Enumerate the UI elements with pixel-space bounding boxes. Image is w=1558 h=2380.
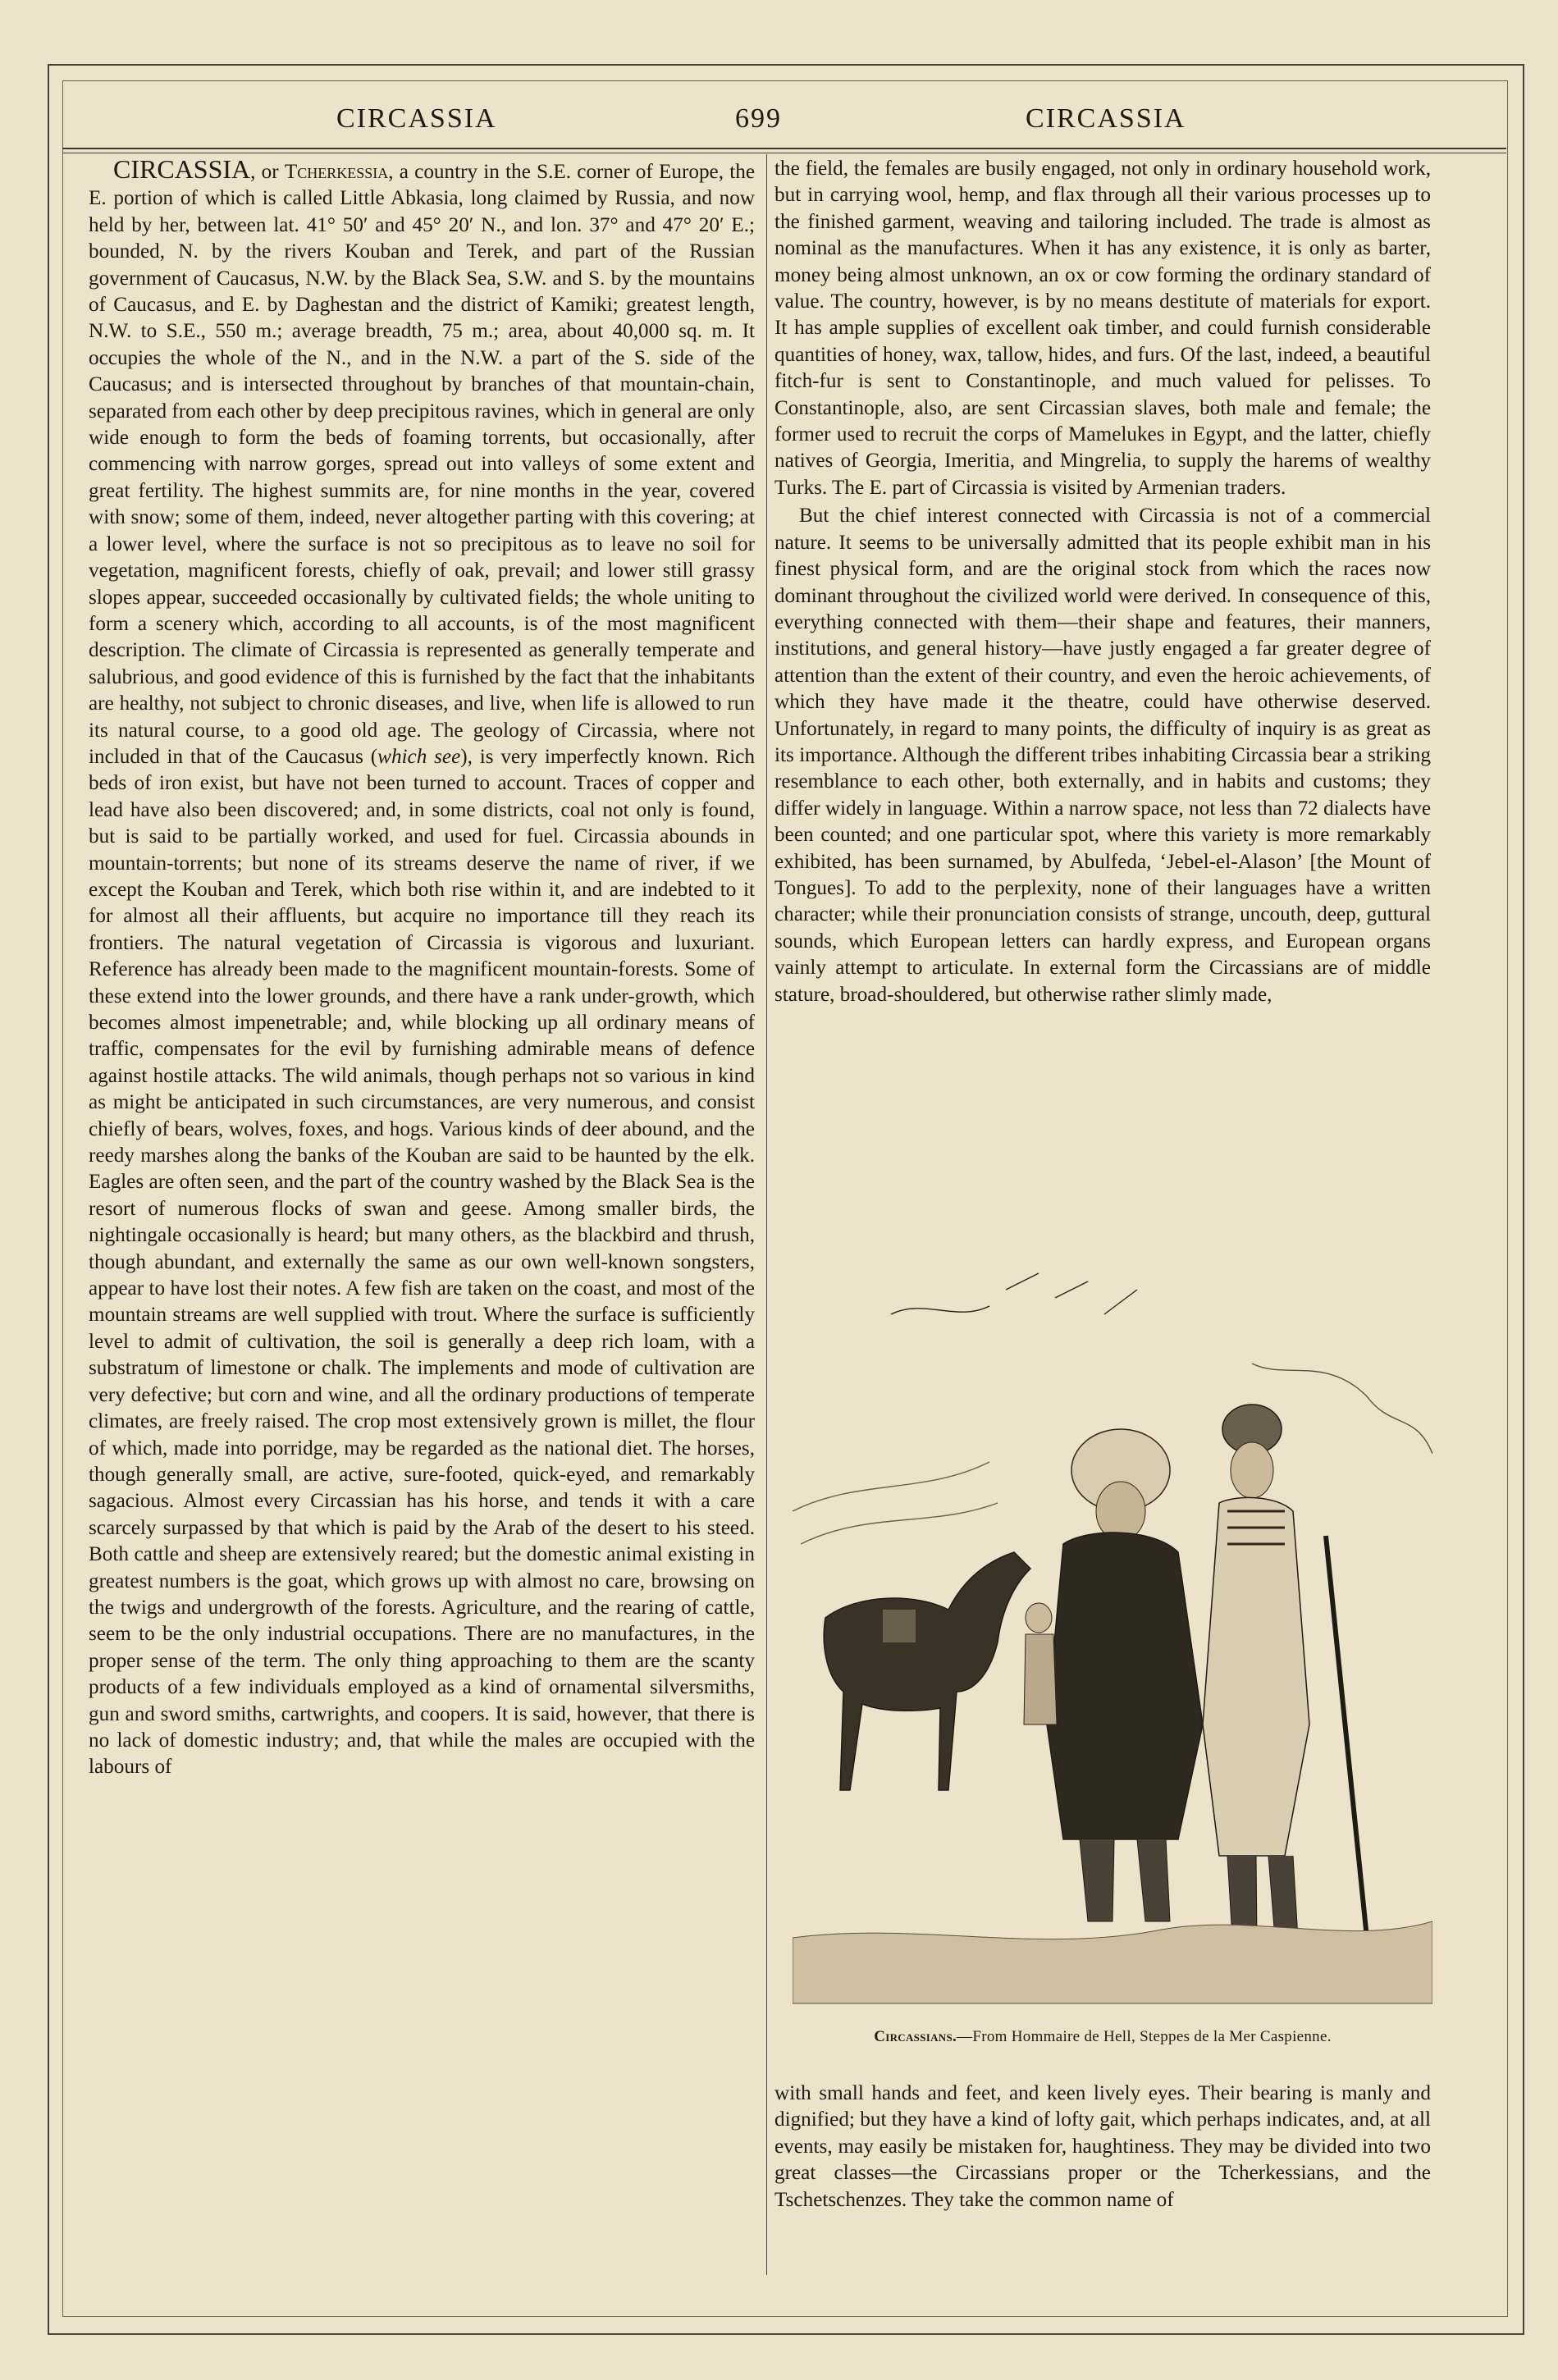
- cross-reference: which see: [377, 745, 461, 768]
- right-paragraph-2: But the chief interest connected with Circassia is not of a commercial nature. It seems to be universally admitted that its people exhibit man in his finest physical form, and are the original stock from which the races now dominant throughout the civilized world were derived. In consequence of this, everything connected with them—their shape and features, their manners, institutions, and general history—have justly engaged a far greater degree of attention than the extent of their country, and even the heroic achievements, of which they have made it the theatre, could have otherwise deserved. Unfortunately, in regard to many points, the difficulty of inquiry is as great as its importance. Although the different tribes inhabiting Circassia bear a striking resemblance to each other, both externally, and in habits and customs; they differ widely in language. Within a narrow space, not less than 72 dialects have been counted; and one particular spot, where this variety is more remarkably exhibited, has been surnamed, by Abulfeda, ‘Jebel-el-Alason’ [the Mount of Tongues]. To add to the perplexity, none of their languages have a written character; while their pronunciation consists of strange, uncouth, deep, guttural sounds, which European letters can hardly express, and European organs vainly attempt to articulate. In external form the Circassians are of middle stature, broad-shouldered, but otherwise rather slimly made,: [774, 505, 1431, 1006]
- running-head-right: CIRCASSIA: [1026, 103, 1186, 134]
- seated-man-figure: [1047, 1429, 1203, 1921]
- right-paragraph-3: with small hands and feet, and keen lively eyes. Their bearing is manly and dignified; but they have a kind of lofty gait, which perhaps indicates, and, at all events, may easily be mistaken for, haughtiness. They may be divided into two great classes—the Circassians proper or the Tcherkessians, and the Tschetschenzes. They take the common name of: [774, 2082, 1431, 2211]
- header-rule: [62, 148, 1506, 149]
- engraving-sky-lines: [891, 1273, 1137, 1314]
- child-figure: [1024, 1603, 1057, 1724]
- left-text-part-2: ), is very imperfectly known. Rich beds of iron exist, but have not been turned to account. Traces of copper and lead have also been discovered; and, in some districts, coal not only is found, but is said to be partially worked, and used for fuel. Circassia abounds in mountain-torrents; but none of its streams deserve the name of river, if we except the Kouban and Terek, which both rise within it, and are indebted to it for almost all their affluents, but acquire no importance till they reach its frontiers. The natural vegetation of Circassia is vigorous and luxuriant. Reference has already been made to the magnificent mountain-forests. Some of these extend into the lower grounds, and there have a rank under-growth, which becomes almost impenetrable; and, while blocking up all ordinary means of traffic, compensates for the evil by furnishing admirable means of defence against hostile attacks. The wild animals, though perhaps not so various in kind as might be anticipated in such circumstances, are very numerous, and consist chiefly of bears, wolves, foxes, and hogs. Various kinds of deer abound, and the reedy marshes along the banks of the Kouban are said to be haunted by the elk. Eagles are often seen, and the part of the country washed by the Black Sea is the resort of numerous flocks of swan and geese. Among smaller birds, the nightingale occasionally is heard; but many others, as the blackbird and thrush, though abundant, and externally the same as our own well-known songsters, appear to have lost their notes. A few fish are taken on the coast, and most of the mountain streams are well supplied with trout. Where the surface is sufficiently level to admit of cultivation, the soil is generally a deep rich loam, with a substratum of limestone or chalk. The implements and mode of cultivation are very defective; but corn and wine, and all the ordinary productions of temperate climates, are freely raised. The crop most extensively grown is millet, the flour of which, made into porridge, may be regarded as the national diet. The horses, though generally small, are active, sure-footed, quick-eyed, and remarkably sagacious. Almost every Circassian has his horse, and tends it with a care scarcely surpassed by that which is paid by the Arab of the desert to his steed. Both cattle and sheep are extensively reared; but the domestic animal existing in greatest numbers is the goat, which grows up with almost no care, browsing on the twigs and undergrowth of the forests. Agriculture, and the rearing of cattle, seem to be the only industrial occupations. There are no manufactures, in the proper sense of the term. The only thing approaching to them are the scanty products of a few individuals employed as a kind of ornamental silversmiths, gun and sword smiths, cartwrights, and coopers. It is said, however, that there is no lack of domestic industry; and, that while the males are occupied with the labours of: [89, 745, 755, 1779]
- right-paragraph-continued: the field, the females are busily engaged, not only in ordinary household work, but in carrying wool, hemp, and flax through all their various processes up to the finished garment, weaving and tailoring included. The trade is almost as nominal as the manufactures. When it has any existence, it is only as barter, money being almost unknown, an ox or cow forming the ordinary standard of value. The country, however, is by no means destitute of materials for export. It has ample supplies of excellent oak timber, and could furnish considerable quantities of honey, wax, tallow, hides, and furs. Of the last, indeed, a beautiful fitch-fur is sent to Constantinople, and much valued for pelisses. To Constantinople, also, are sent Circassian slaves, both male and female; the former used to recruit the corps of Mamelukes in Egypt, and the latter, chiefly natives of Georgia, Imeritia, and Mingrelia, to supply the harems of wealthy Turks. The E. part of Circassia is visited by Armenian traders.: [774, 158, 1431, 499]
- right-column-upper: [774, 156, 1431, 1008]
- left-column: [89, 156, 755, 1781]
- standing-man-figure: [1203, 1405, 1367, 1938]
- caption-source: —From Hommaire de Hell, Steppes de la Mer Caspienne.: [957, 2028, 1332, 2045]
- alternate-name: Tcherkessia: [284, 161, 389, 183]
- column-divider: [766, 154, 767, 2275]
- page-number: 699: [735, 103, 782, 134]
- horse-figure: [824, 1552, 1030, 1790]
- left-text-part-1: , a country in the S.E. corner of Europe, the E. portion of which is called Little Abkasia, long claimed by Russia, and now held by her, between lat. 41° 50′ and 45° 20′ N., and lon. 37° and 47° 20′ E.; bounded, N. by the rivers Kouban and Terek, and part of the Russian government of Caucasus, N.W. by the Black Sea, S.W. and S. by the mountains of Caucasus, and E. by Daghestan and the district of Kamiki; greatest length, N.W. to S.E., 550 m.; average breadth, 75 m.; area, about 40,000 sq. m. It occupies the whole of the N., and in the N.W. a part of the S. side of the Caucasus; and is intersected throughout by branches of that mountain-chain, separated from each other by deep precipitous ravines, which in general are only wide enough to form the beds of foaming torrents, but occasionally, after commencing with narrow gorges, spread out into valleys of some extent and great fertility. The highest summits are, for nine months in the year, covered with snow; some of them, indeed, never altogether parting with this covering; at a lower level, where the surface is not so precipitous as to leave no soil for vegetation, magnificent forests, chiefly of oak, prevail; and lower still grassy slopes appear, succeeded occasionally by cultivated fields; the whole uniting to form a scenery which, according to all accounts, is of the most magnificent description. The climate of Circassia is represented as generally temperate and salubrious, and good evidence of this is furnished by the fact that the inhabitants are healthy, not subject to chronic diseases, and live, when life is allowed to run its natural course, to a good old age. The geology of Circassia, where not included in that of the Caucasus (: [89, 161, 756, 768]
- right-column-lower: [774, 2081, 1431, 2213]
- article-headword: CIRCASSIA: [113, 154, 251, 184]
- engraving-hills: [793, 1462, 998, 1544]
- circassians-engraving: [793, 1265, 1432, 2028]
- article-paragraph-1: [89, 156, 755, 1781]
- headword-joiner: , or: [250, 161, 285, 183]
- running-head-left: CIRCASSIA: [336, 103, 497, 134]
- engraving-ground: [793, 1921, 1432, 2003]
- caption-title: Circassians.: [874, 2028, 957, 2045]
- figure-caption: [774, 2028, 1431, 2046]
